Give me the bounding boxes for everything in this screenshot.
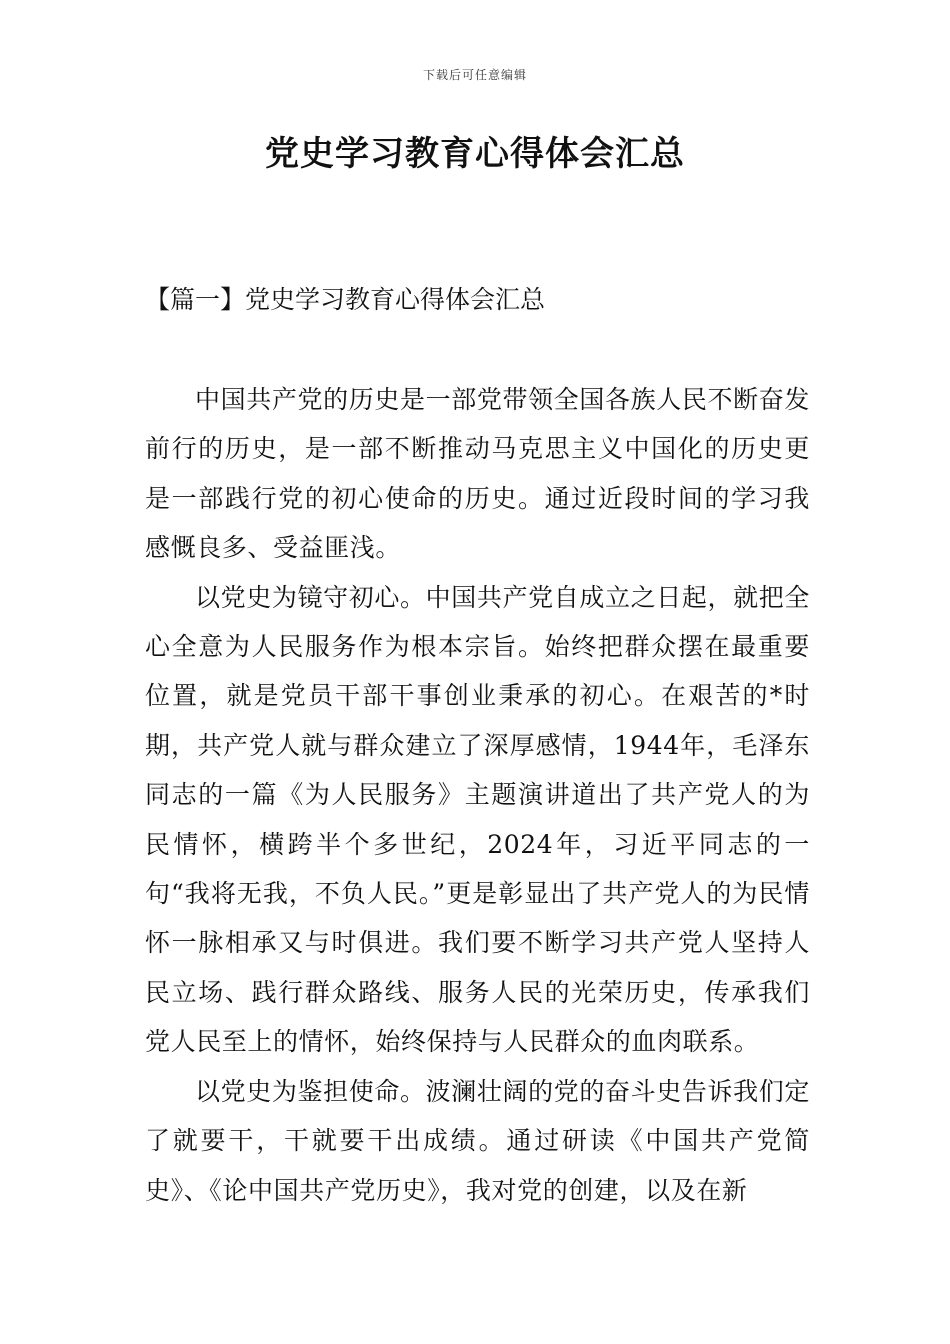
- paragraph: 以党史为鉴担使命。波澜壮阔的党的奋斗史告诉我们定了就要干，干就要干出成绩。通过研读《中国共产党简史》、《论中国共产党历史》，我对党的创建，以及在新: [145, 1076, 810, 1205]
- document-title: 党史学习教育心得体会汇总: [265, 134, 685, 174]
- paragraph: 以党史为镜守初心。中国共产党自成立之日起，就把全心全意为人民服务作为根本宗旨。始终把群众摆在最重要位置，就是党员干部干事创业秉承的初心。在艰苦的*时期，共产党人就与群众建立了深厚感情，1944年，毛泽东同志的一篇《为人民服务》主题演讲道出了共产党人的为民情怀，横跨半个多世纪，2024年，习近平同志的一句“我将无我，不负人民。”更是彰显出了共产党人的为民情怀一脉相承又与时俱进。我们要不断学习共产党人坚持人民立场、践行群众路线、服务人民的光荣历史，传承我们党人民至上的情怀，始终保持与人民群众的血肉联系。: [145, 582, 810, 1057]
- paragraph: 中国共产党的历史是一部党带领全国各族人民不断奋发前行的历史，是一部不断推动马克思主义中国化的历史更是一部践行党的初心使命的历史。通过近段时间的学习我感慨良多、受益匪浅。: [145, 385, 810, 563]
- header-note: 下载后可任意编辑: [422, 68, 527, 82]
- section-heading: 【篇一】党史学习教育心得体会汇总: [145, 285, 546, 314]
- body-text: [145, 375, 810, 1215]
